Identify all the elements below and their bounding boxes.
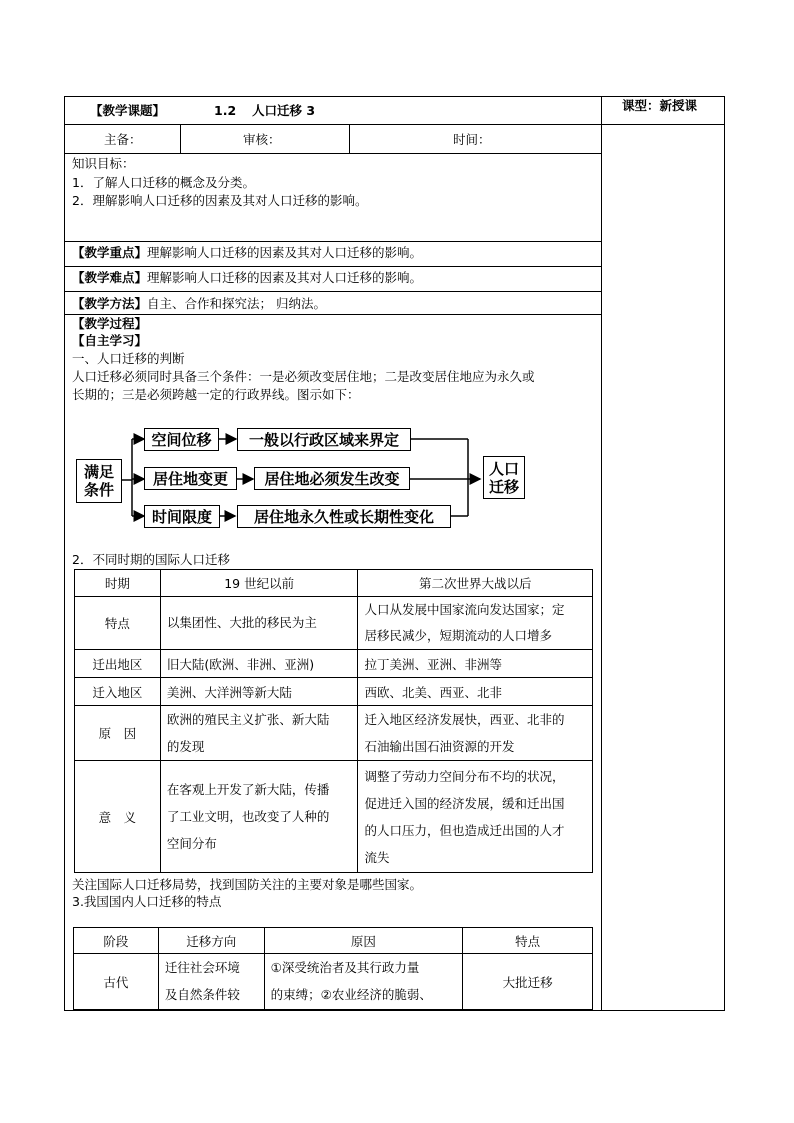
intl-title: 2．不同时期的国际人口迁移 [72,552,230,567]
cell-line: 欧洲的殖民主义扩张、新大陆 [166,712,330,727]
table-row [75,650,593,678]
preparer-label: 主备： [104,132,142,147]
method-text: 自主、合作和探究法； 归纳法。 [147,296,326,311]
table-row [75,678,593,706]
domestic-header-feature: 特点 [463,928,593,954]
feature-cell: 大批迁移 [463,954,593,1010]
method-row [72,296,326,312]
row-label: 特点 [75,597,161,650]
intl-header-period: 时期 [75,570,161,597]
table-row [74,954,593,1010]
cell-line: 的束缚；②农业经济的脆弱、 [270,987,432,1002]
frame-left [64,96,65,1011]
difficulty-label: 【教学难点】 [72,270,148,285]
row-sep-5 [64,291,601,292]
condition-box-1: 空间位移 [144,428,219,451]
frame-divider [601,96,602,1011]
cell-line: 人口从发展中国家流向发达国家；定 [364,602,565,617]
table-row [75,706,593,761]
meta-sep-2 [349,124,350,153]
intl-note: 关注国际人口迁移局势，找到国防关注的主要对象是哪些国家。 [72,877,423,892]
meta-sep-1 [180,124,181,153]
result-box-2: 居住地必须发生改变 [254,467,410,490]
cell-line: 调整了劳动力空间分布不均的状况， [364,768,565,784]
method-label: 【教学方法】 [72,296,148,311]
domestic-header-stage: 阶段 [74,928,159,954]
lesson-number: 1.2 [214,103,237,118]
domestic-header-reason: 原因 [264,928,463,954]
section1-line-1: 人口迁移必须同时具备三个条件：一是必须改变居住地；二是改变居住地应为永久或 [72,369,535,384]
cell-line: 流失 [364,849,390,865]
table-row [75,761,593,873]
title-label: 【教学课题】 [90,103,166,118]
diagram-left-box [76,459,122,503]
cell-line: ①深受统治者及其行政力量 [270,960,420,975]
goal-item-1: 1．了解人口迁移的概念及分类。 [72,175,255,190]
cell-line: 旧大陆(欧洲、非洲、亚洲) [166,656,315,672]
cell-line: 西欧、北美、西亚、北非 [364,684,502,700]
section1-title: 一、人口迁移的判断 [72,351,185,366]
cell-line: 促进迁入国的经济发展，缓和迁出国 [364,795,565,811]
cell-line: 空间分布 [166,836,217,851]
condition-box-2: 居住地变更 [144,467,237,490]
row-sep-2 [64,153,601,154]
row-sep-3 [64,241,601,242]
cell-line: 迁往社会环境 [164,960,240,975]
cell-line: 的人口压力，但也造成迁出国的人才 [364,822,565,838]
result-box-3: 居住地永久性或长期性变化 [237,505,451,528]
cell-line: 居移民减少，短期流动的人口增多 [364,628,552,643]
intl-header-after: 第二次世界大战以后 [358,570,593,597]
frame-right [724,96,725,1011]
diagram-left-text: 满足条件 [83,463,114,499]
domestic-table [73,927,593,1010]
domestic-header-row [74,928,593,954]
key-point-row [72,245,422,261]
cell-line: 以集团性、大批的移民为主 [166,615,317,630]
cell-line: 石油输出国石油资源的开发 [364,739,515,754]
row-label: 迁入地区 [75,678,161,706]
self-study-label: 【自主学习】 [72,333,148,348]
domestic-title: 3.我国国内人口迁移的特点 [72,894,222,909]
result-box-1: 一般以行政区域来界定 [237,428,411,451]
section1-line-2: 长期的；三是必须跨越一定的行政界线。图示如下： [72,387,360,402]
diagram-right-text: 人口迁移 [488,459,519,496]
goal-item-2: 2．理解影响人口迁移的因素及其对人口迁移的影响。 [72,193,368,208]
row-sep-4 [64,266,601,267]
intl-header-row [75,570,593,597]
lesson-title: 人口迁移 3 [252,103,316,118]
difficulty-text: 理解影响人口迁移的因素及其对人口迁移的影响。 [147,270,423,285]
cell-line: 及自然条件较 [164,987,240,1002]
row-label: 迁出地区 [75,650,161,678]
process-label: 【教学过程】 [72,316,148,331]
cell-line: 的发现 [166,739,205,754]
cell-line: 迁入地区经济发展快，西亚、北非的 [364,712,565,727]
frame-bottom [64,1010,725,1011]
row-sep-6 [64,314,601,315]
time-label: 时间： [453,132,491,147]
intl-table [74,569,593,873]
reviewer-label: 审核： [243,132,281,147]
key-point-label: 【教学重点】 [72,245,148,260]
domestic-header-direction: 迁移方向 [158,928,264,954]
difficulty-row [72,270,422,286]
stage-cell: 古代 [74,954,159,1010]
lesson-type: 课型：新授课 [622,98,698,113]
row-label: 原 因 [75,706,161,761]
goals-heading: 知识目标： [72,156,135,171]
frame-top [64,96,725,97]
table-row [75,597,593,650]
cell-line: 在客观上开发了新大陆，传播 [166,782,330,797]
key-point-text: 理解影响人口迁移的因素及其对人口迁移的影响。 [147,245,423,260]
cell-line: 拉丁美洲、亚洲、非洲等 [364,656,502,672]
diagram-right-box [483,456,525,499]
intl-header-before: 19 世纪以前 [160,570,358,597]
cell-line: 美洲、大洋洲等新大陆 [166,684,292,700]
row-sep-1 [64,124,725,125]
row-label: 意 义 [75,761,161,873]
cell-line: 了工业文明，也改变了人种的 [166,809,330,824]
condition-box-3: 时间限度 [144,505,220,528]
